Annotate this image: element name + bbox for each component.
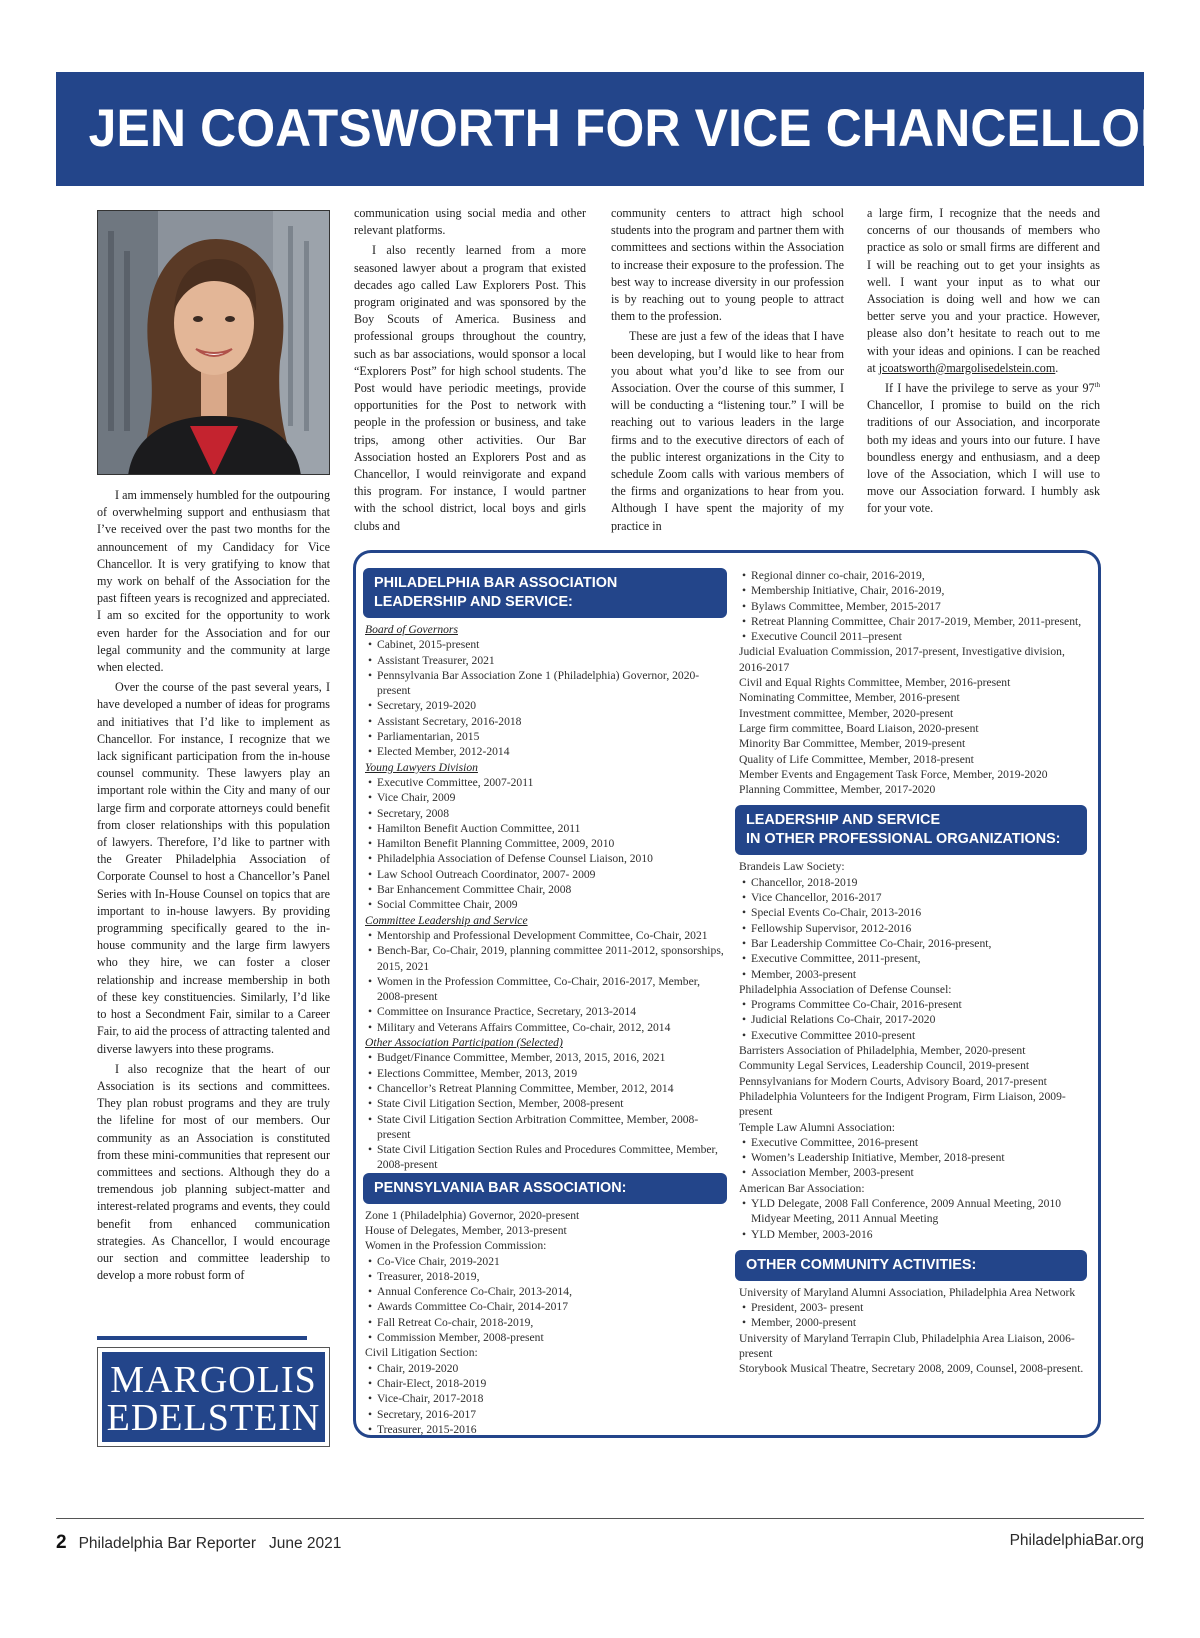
list-item: • Elected Member, 2012-2014 [365,744,725,759]
paragraph-end: . [1055,360,1059,375]
list-item: • Chair-Elect, 2018-2019 [365,1376,725,1391]
list-entry: Minority Bar Committee, Member, 2019-present [739,737,966,751]
footer-right [1010,1532,1144,1550]
list-item: • Law School Outreach Coordinator, 2007- 2009 [365,867,725,882]
list-item: • Secretary, 2016-2017 [365,1407,725,1422]
list-entry: University of Maryland Alumni Association, Philadelphia Area Network [739,1285,1076,1299]
list-entry: Philadelphia Association of Defense Counsel: [739,982,952,996]
list-item: • YLD Delegate, 2008 Fall Conference, 2009 Annual Meeting, 2010 Midyear Meeting, 2011 Annual Meeting [739,1196,1091,1227]
issue-date: June 2021 [269,1535,342,1552]
list-item: • Special Events Co-Chair, 2013-2016 [739,905,1091,920]
list-item: • State Civil Litigation Section, Member, 2008-present [365,1096,725,1111]
list-item: • Vice Chancellor, 2016-2017 [739,890,1091,905]
paragraph: I also recognize that the heart of our Association is its sections and committees. They plan robust programs and they are truly the lifeline for most of our members. Our community as an Association is constituted from these mini-communities that represent our committees and sections. Although they do a tremendous job planning subject-matter and interest-related programs and events, they could benefit from enhanced communication strategies. As Chancellor, I would encourage our section and committee leadership to develop a more robust form of [97,1061,330,1283]
logo-line: MARGOLIS [110,1359,317,1401]
subsection-heading: Committee Leadership and Service [365,913,528,927]
footer-rule [56,1518,1144,1519]
list-item: • YLD Member, 2003-2016 [739,1227,1091,1242]
paragraph [867,380,1100,518]
list-item: • Annual Conference Co-Chair, 2013-2014, [365,1284,725,1299]
article-column-1 [97,487,330,1284]
list-entry: Judicial Evaluation Commission, 2017-present, Investigative division, 2016-2017 [739,645,1065,674]
list-item: • Elections Committee, Member, 2013, 2019 [365,1066,725,1081]
list-item: • Pennsylvania Bar Association Zone 1 (Philadelphia) Governor, 2020-present [365,668,725,699]
list-item: • Assistant Treasurer, 2021 [365,653,725,668]
list-item: • Executive Committee, 2011-present, [739,951,1091,966]
list-item: • Committee on Insurance Practice, Secretary, 2013-2014 [365,1004,725,1019]
list-entry: Civil Litigation Section: [365,1346,478,1360]
margolis-edelstein-logo [97,1347,330,1447]
paragraph: community centers to attract high school students into the program and partner them with committees and sections within the Association to increase their exposure to the profession. The best way to increase diversity in our profession is by reaching out to young people to attract them to the profession. [611,206,844,324]
list-item: • Military and Veterans Affairs Committee, Co-chair, 2012, 2014 [365,1020,725,1035]
headline-banner [56,72,1177,186]
list-item: • Retreat Planning Committee, Chair 2017-2019, Member, 2011-present, [739,614,1091,629]
list-item: • Assistant Secretary, 2016-2018 [365,714,725,729]
list-item: • Executive Committee, 2016-present [739,1135,1091,1150]
page-title: JEN COATSWORTH FOR VICE CHANCELLOR [88,99,1177,158]
list-entry: Barristers Association of Philadelphia, Member, 2020-present [739,1044,1026,1058]
paragraph: Over the course of the past several years, I have developed a number of ideas for programs and initiatives that I’d like to implement as Chancellor. For instance, I recognize that we lack significant participation from the in-house counsel community. These lawyers play an important role within the City and many of our large firm and corporate attorneys could benefit from closer relationships with this population of lawyers. Therefore, I’d like to partner with the Greater Philadelphia Association of Corporate Counsel to host a Chancellor’s Panel Series with In-House Counsel on topics that are important to in-house lawyers. By providing programming specifically geared to the in-house community and the large firm lawyers who they hire, we can foster a closer relationship and increase membership in both of these key constituencies. Similarly, I’d like to host a Secondment Fair, similar to a Career Fair, to aid the process of attracting talented and diverse lawyers into these programs. [97,680,330,1056]
section-header [735,805,1087,855]
paragraph: These are just a few of the ideas that I have been developing, but I would like to hear from you about what you’d like to see from our Association. Over the course of this summer, I will be conducting a “listening tour.” I will be reaching out to various leaders in the large firms and to the executive directors of each of the public interest organizations in the City to schedule Zoom calls with various members of the firms and organizations to hear from you. Although I have spent the majority of my practice in [611,329,844,533]
subsection-heading: Young Lawyers Division [365,760,478,774]
section-header-line: IN OTHER PROFESSIONAL ORGANIZATIONS: [746,831,1061,848]
section-header-line: PENNSYLVANIA BAR ASSOCIATION: [374,1179,627,1196]
list-item: • Executive Council 2011–present [739,629,1091,644]
list-entry: Investment committee, Member, 2020-present [739,706,954,720]
footer-left [56,1532,341,1554]
list-item: • Women’s Leadership Initiative, Member, 2018-present [739,1150,1091,1165]
list-entry: Temple Law Alumni Association: [739,1120,896,1134]
subsection-heading: Board of Governors [365,623,458,636]
list-item: • Commission Member, 2008-present [365,1330,725,1345]
list-item: • Co-Vice Chair, 2019-2021 [365,1254,725,1269]
sidebar-column-right [739,568,1091,1377]
list-item: • Bench-Bar, Co-Chair, 2019, planning committee 2011-2012, sponsorships, 2015, 2021 [365,943,725,974]
page-number: 2 [56,1532,67,1553]
paragraph: I am immensely humbled for the outpouring of overwhelming support and enthusiasm that I’ve received over the past two months for the announcement of my Candidacy for Vice Chancellor. It is very gratifying to know that my work on behalf of the Association for the past fifteen years is recognized and appreciated. I am so excited for the opportunity to work even harder for the Association and for our legal community and the community at large when elected. [97,488,330,675]
sidebar-column-left [365,568,725,1437]
list-entry: Quality of Life Committee, Member, 2018-present [739,752,974,766]
list-entry: Philadelphia Volunteers for the Indigent Program, Firm Liaison, 2009-present [739,1089,1066,1119]
list-entry: Zone 1 (Philadelphia) Governor, 2020-present [365,1208,580,1222]
list-item: • Member, 2000-present [739,1315,1091,1330]
website-link[interactable]: PhiladelphiaBar.org [1009,1532,1144,1549]
article-column-3 [611,205,844,535]
list-entry: Planning Committee, Member, 2017-2020 [739,783,936,797]
subsection-heading: Other Association Participation (Selected) [365,1036,563,1050]
list-entry: University of Maryland Terrapin Club, Philadelphia Area Liaison, 2006-present [739,1331,1075,1361]
logo-rule [97,1336,307,1340]
list-item: • Fellowship Supervisor, 2012-2016 [739,921,1091,936]
paragraph-text: If I have the privilege to serve as your 97 [885,381,1095,396]
section-header-line: OTHER COMMUNITY ACTIVITIES: [746,1256,977,1273]
portrait-illustration [98,211,330,475]
list-item: • Vice-Chair, 2017-2018 [365,1391,725,1406]
list-item: • Secretary, 2008 [365,806,725,821]
list-item: • Vice Chair, 2009 [365,790,725,805]
list-entry: Member Events and Engagement Task Force, Member, 2019-2020 [739,767,1048,781]
list-item: • Bylaws Committee, Member, 2015-2017 [739,599,1091,614]
publication-name: Philadelphia Bar Reporter [78,1535,257,1552]
list-entry: American Bar Association: [739,1181,865,1195]
list-item: • Executive Committee, 2007-2011 [365,775,725,790]
list-item: • Awards Committee Co-Chair, 2014-2017 [365,1299,725,1314]
list-entry: Nominating Committee, Member, 2016-present [739,691,960,705]
article-column-2 [354,205,586,535]
section-header [735,1250,1087,1281]
list-item: • Treasurer, 2018-2019, [365,1269,725,1284]
list-item: • Regional dinner co-chair, 2016-2019, [739,568,1091,583]
list-entry: Pennsylvanians for Modern Courts, Advisory Board, 2017-present [739,1074,1047,1088]
portrait-photo [97,210,330,475]
list-item: • Hamilton Benefit Auction Committee, 2011 [365,821,725,836]
section-header-line: LEADERSHIP AND SERVICE: [374,594,573,610]
list-item: • Fall Retreat Co-chair, 2018-2019, [365,1315,725,1330]
list-item: • State Civil Litigation Section Arbitration Committee, Member, 2008-present [365,1112,725,1143]
leadership-sidebar [353,550,1101,1438]
list-item: • Bar Enhancement Committee Chair, 2008 [365,882,725,897]
list-entry: House of Delegates, Member, 2013-present [365,1223,567,1237]
paragraph [867,205,1100,377]
section-header-line: PHILADELPHIA BAR ASSOCIATION [374,575,618,591]
list-entry: Civil and Equal Rights Committee, Member, 2016-present [739,676,1011,690]
list-item: • Secretary, 2019-2020 [365,698,725,713]
paragraph-text: Chancellor, I promise to build on the rich traditions of our Association, and incorporate both my ideas and yours into our future. I have boundless energy and enthusiasm, and a deep love of the Association, which I will use to move our Association forward. I humbly ask for your vote. [867,398,1100,516]
paragraph-text: a large firm, I recognize that the needs and concerns of our thousands of members who practice as solo or small firms are different and I will be reaching out to get your insights as well. I want your input as to what our Association is doing well and how we can better serve you and your practice. However, please also don’t hesitate to reach out to me with your ideas and opinions. I can be reached at [867,206,1100,375]
list-item: • Programs Committee Co-Chair, 2016-present [739,997,1091,1012]
list-entry: Storybook Musical Theatre, Secretary 2008, 2009, Counsel, 2008-present. [739,1362,1084,1376]
logo-line: EDELSTEIN [106,1397,321,1439]
list-item: • Budget/Finance Committee, Member, 2013, 2015, 2016, 2021 [365,1050,725,1065]
list-item: • Social Committee Chair, 2009 [365,897,725,912]
list-item: • Treasurer, 2015-2016 [365,1422,725,1437]
list-item: • Bar Leadership Committee Co-Chair, 2016-present, [739,936,1091,951]
list-item: • Membership Initiative, Chair, 2016-2019, [739,583,1091,598]
list-item: • Parliamentarian, 2015 [365,729,725,744]
list-entry: Women in the Profession Commission: [365,1239,547,1253]
paragraph: I also recently learned from a more seasoned lawyer about a program that existed decades ago called Law Explorers Post. This program originated and was sponsored by the Boy Scouts of America. Business and professional groups throughout the country, such as bar associations, would sponsor a local “Explorers Post” for high school students. The Post would have periodic meetings, provide opportunities for the Post to network with people in the profession or business, and take trips, among other activities. Our Bar Association hosted an Explorers Post and as Chancellor, I would reinvigorate and expand this program. For instance, I would partner with the school district, local boys and girls clubs and [354,243,586,533]
list-item: • Judicial Relations Co-Chair, 2017-2020 [739,1012,1091,1027]
list-item: • Chair, 2019-2020 [365,1361,725,1376]
list-entry: Community Legal Services, Leadership Council, 2019-present [739,1059,1030,1073]
list-item: • Mentorship and Professional Development Committee, Co-Chair, 2021 [365,928,725,943]
list-item: • Chancellor, 2018-2019 [739,875,1091,890]
email-link[interactable]: jcoatsworth@margolisedelstein.com [878,360,1056,375]
paragraph: communication using social media and other relevant platforms. [354,206,586,238]
list-item: • Philadelphia Association of Defense Counsel Liaison, 2010 [365,851,725,866]
list-item: • Association Member, 2003-present [739,1165,1091,1180]
list-item: • Chancellor’s Retreat Planning Committee, Member, 2012, 2014 [365,1081,725,1096]
article-column-4 [867,205,1100,518]
list-item: • State Civil Litigation Section Rules and Procedures Committee, Member, 2008-present [365,1142,725,1173]
list-item: • Hamilton Benefit Planning Committee, 2009, 2010 [365,836,725,851]
list-entry: Brandeis Law Society: [739,860,845,874]
section-header-line: LEADERSHIP AND SERVICE [746,812,941,829]
list-entry: Large firm committee, Board Liaison, 2020-present [739,721,979,735]
list-item: • Women in the Profession Committee, Co-Chair, 2016-2017, Member, 2008-present [365,974,725,1005]
list-item: • President, 2003- present [739,1300,1091,1315]
list-item: • Member, 2003-present [739,967,1091,982]
ordinal-suffix: th [1094,381,1100,389]
list-item: • Cabinet, 2015-present [365,637,725,652]
section-header [363,568,727,618]
list-item: • Executive Committee 2010-present [739,1028,1091,1043]
section-header [363,1173,727,1204]
